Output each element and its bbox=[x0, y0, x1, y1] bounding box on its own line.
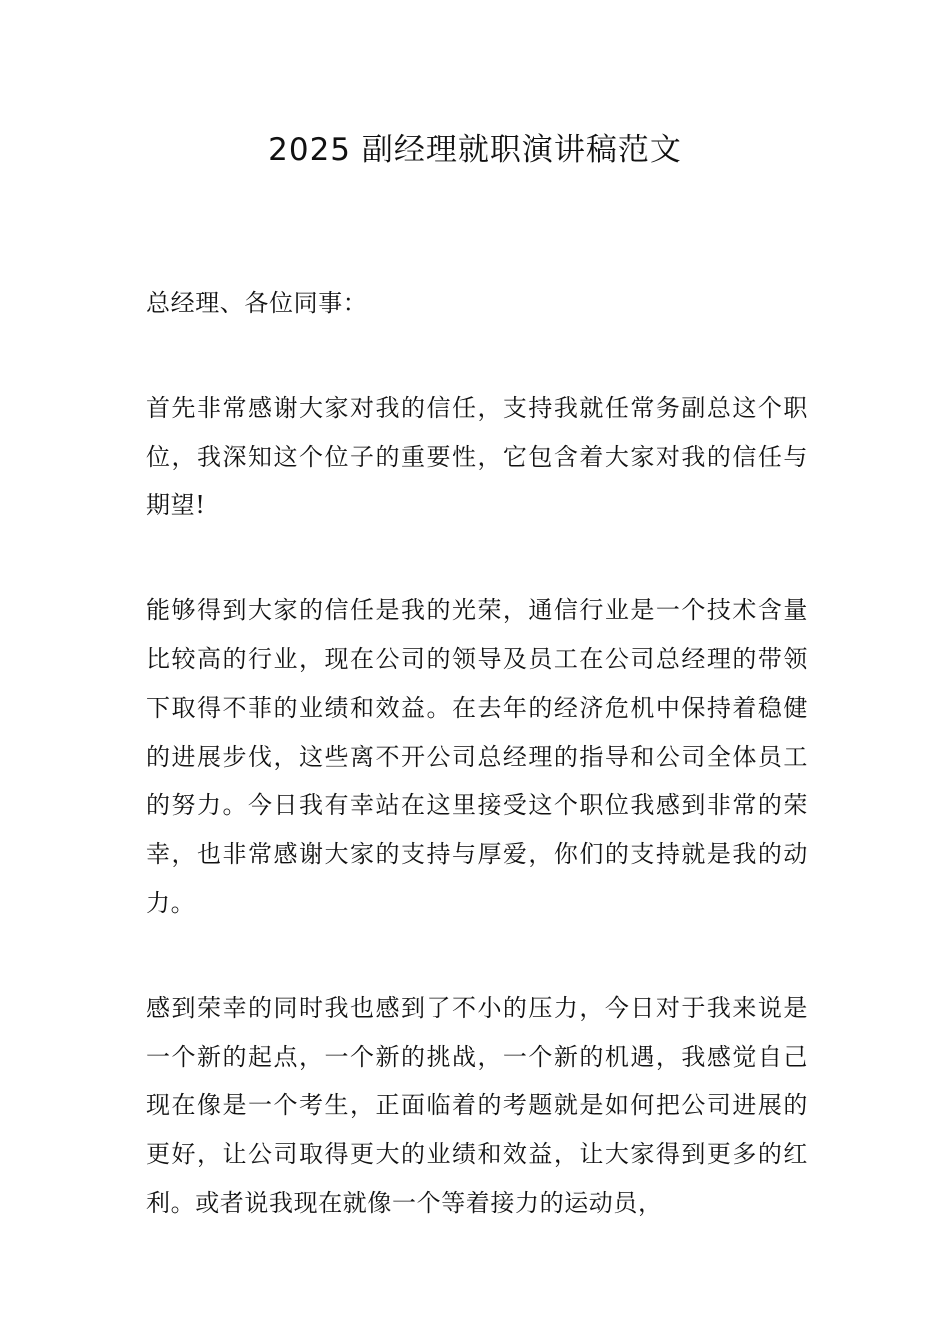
salutation: 总经理、各位同事： bbox=[146, 289, 368, 317]
paragraph-gap bbox=[146, 328, 808, 384]
paragraph-3: 感到荣幸的同时我也感到了不小的压力，今日对于我来说是一个新的起点，一个新的挑战，一个新的机遇，我感觉自己现在像是一个考生，正面临着的考题就是如何把公司进展的更好，让公司取得更大的业绩和效益，让大家得到更多的红利。或者说我现在就像一个等着接力的运动员， bbox=[146, 993, 808, 1217]
paragraph-2: 能够得到大家的信任是我的光荣，通信行业是一个技术含量比较高的行业，现在公司的领导及员工在公司总经理的带领下取得不菲的业绩和效益。在去年的经济危机中保持着稳健的进展步伐，这些离不开公司总经理的指导和公司全体员工的努力。今日我有幸站在这里接受这个职位我感到非常的荣幸，也非常感谢大家的支持与厚爱，你们的支持就是我的动力。 bbox=[146, 596, 808, 917]
paragraph-gap bbox=[146, 530, 808, 586]
paragraph-gap bbox=[146, 928, 808, 984]
paragraph-1: 首先非常感谢大家对我的信任，支持我就任常务副总这个职位，我深知这个位子的重要性，它包含着大家对我的信任与期望! bbox=[146, 393, 808, 520]
document-title: 2025 副经理就职演讲稿范文 bbox=[268, 132, 682, 168]
document-body bbox=[146, 279, 808, 1228]
